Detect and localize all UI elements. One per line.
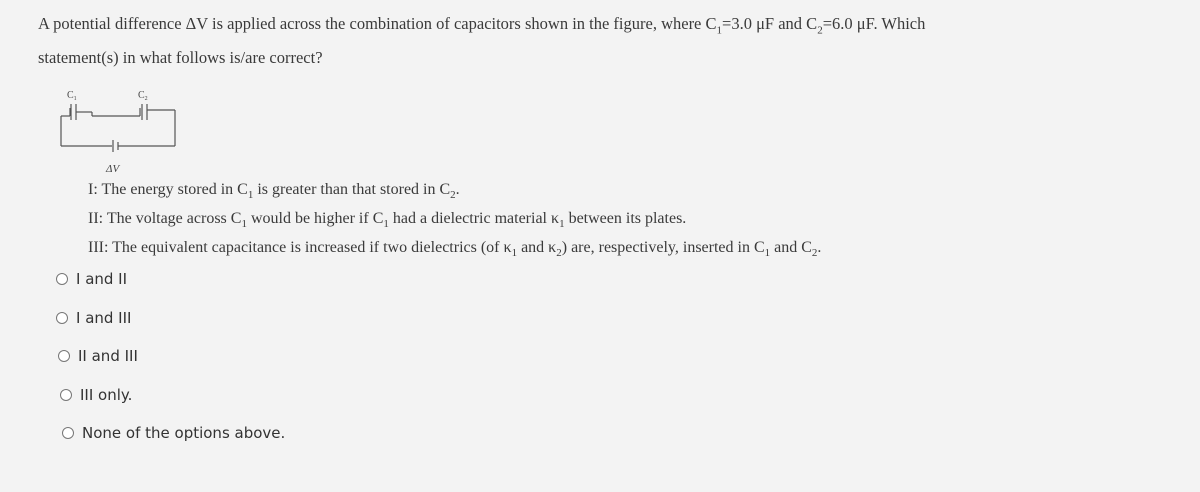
delta-v-label: ΔV bbox=[106, 163, 120, 175]
question-text bbox=[38, 10, 1158, 72]
option-none[interactable] bbox=[62, 414, 285, 453]
c2-label: C bbox=[138, 90, 145, 101]
radio-button[interactable] bbox=[58, 350, 70, 362]
c1-label: C bbox=[67, 90, 74, 101]
statement-ii: II: The voltage across $C_1$ would be higher if $C_1$ had a dielectric material $\kappa_1$ between its plates. bbox=[88, 210, 687, 231]
option-iii-only[interactable] bbox=[60, 376, 285, 415]
radio-button[interactable] bbox=[62, 427, 74, 439]
statements-list bbox=[88, 178, 821, 266]
svg-text:C1: $C_1$ bbox=[67, 90, 77, 102]
option-label: III only. bbox=[80, 385, 133, 404]
option-label: I and III bbox=[76, 308, 132, 327]
answer-options bbox=[56, 260, 285, 453]
question-line2: statement(s) in what follows is/are correct? bbox=[38, 48, 323, 68]
radio-button[interactable] bbox=[56, 312, 68, 324]
option-i-and-ii[interactable] bbox=[56, 260, 285, 299]
radio-button[interactable] bbox=[60, 389, 72, 401]
statement-iii: III: The equivalent capacitance is increased if two dielectrics (of $\kappa_1$ and $\kappa_2$) are, respectively, inserted in $C_1$ and $C_2$. bbox=[88, 239, 822, 260]
question-line1: A potential difference ΔV is applied across the combination of capacitors shown in the figure, where $C_1=3.0$ μF and $C_2=6.0$ μF. Which bbox=[38, 14, 926, 37]
option-i-and-iii[interactable] bbox=[56, 299, 285, 338]
capacitor-circuit-figure bbox=[58, 84, 188, 176]
radio-button[interactable] bbox=[56, 273, 68, 285]
option-label: None of the options above. bbox=[82, 424, 286, 443]
svg-text:C2: $C_2$ bbox=[138, 90, 148, 102]
option-label: I and II bbox=[76, 270, 128, 289]
statement-i: I: The energy stored in $C_1$ is greater than that stored in $C_2$. bbox=[88, 181, 460, 202]
option-ii-and-iii[interactable] bbox=[58, 337, 285, 376]
option-label: II and III bbox=[78, 347, 138, 366]
